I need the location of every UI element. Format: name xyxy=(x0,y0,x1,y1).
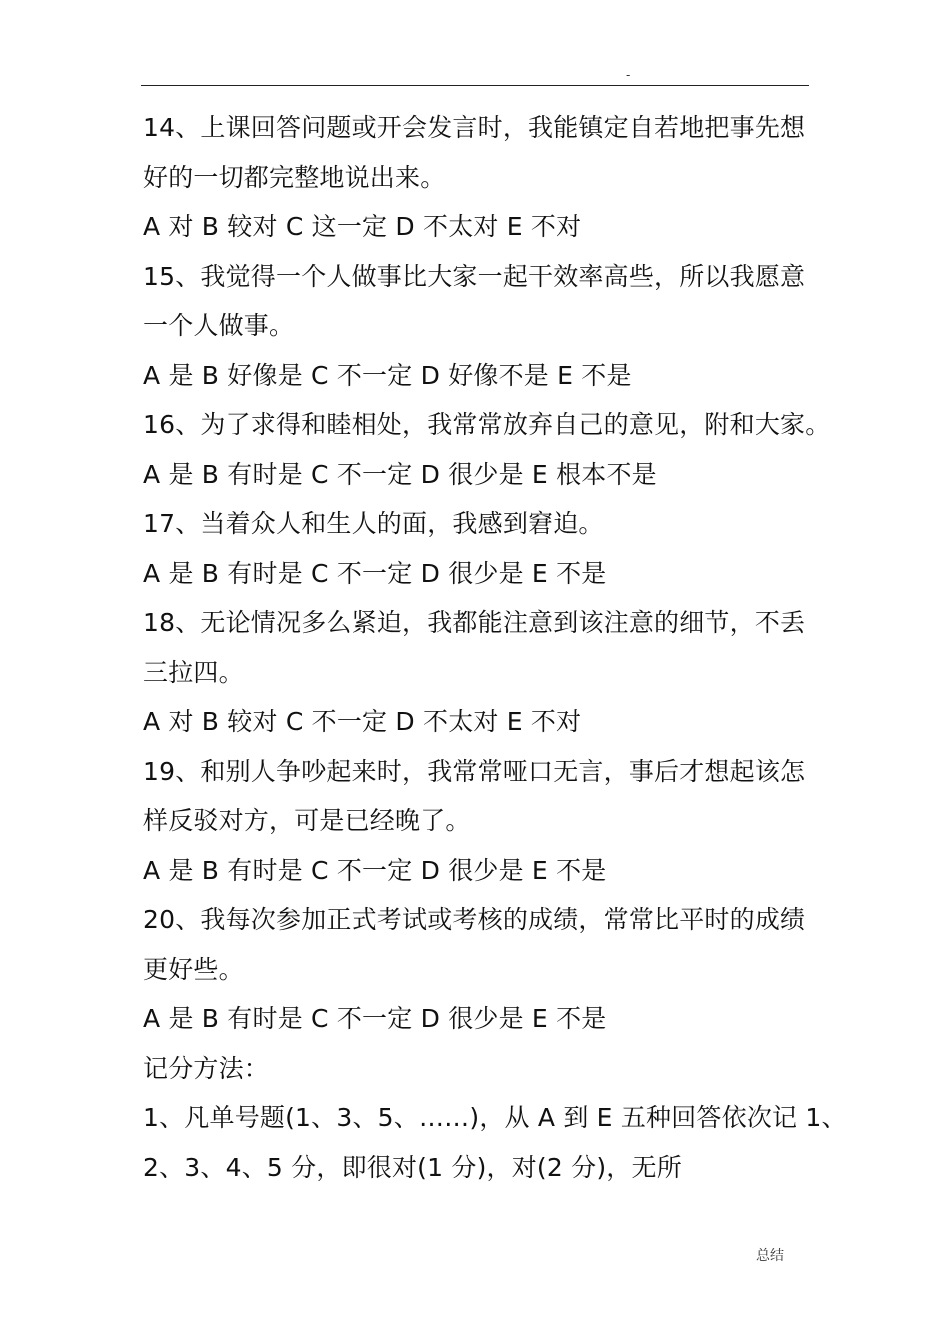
text-line: 14、上课回答问题或开会发言时，我能镇定自若地把事先想 xyxy=(143,113,806,142)
text-line: 好的一切都完整地说出来。 xyxy=(143,162,446,192)
text-line: 2、3、4、5 分，即很对(1 分)，对(2 分)，无所 xyxy=(143,1152,682,1182)
section-heading: 记分方法： xyxy=(143,1053,270,1083)
answer-options: A 是 B 好像是 C 不一定 D 好像不是 E 不是 xyxy=(143,360,632,390)
text-line: 样反驳对方，可是已经晚了。 xyxy=(143,806,471,835)
header-divider xyxy=(141,85,809,86)
text-line: 20、我每次参加正式考试或考核的成绩，常常比平时的成绩 xyxy=(143,905,806,934)
text-line: 18、无论情况多么紧迫，我都能注意到该注意的细节，不丢 xyxy=(143,608,806,637)
text-line: 一个人做事。 xyxy=(143,311,295,340)
text-line: 17、当着众人和生人的面，我感到窘迫。 xyxy=(143,509,604,538)
footer-label: 总结 xyxy=(756,1248,784,1264)
answer-options: A 是 B 有时是 C 不一定 D 很少是 E 不是 xyxy=(143,1004,607,1033)
text-line: 19、和别人争吵起来时，我常常哑口无言，事后才想起该怎 xyxy=(143,756,806,786)
answer-options: A 对 B 较对 C 不一定 D 不太对 E 不对 xyxy=(143,707,582,736)
answer-options: A 是 B 有时是 C 不一定 D 很少是 E 根本不是 xyxy=(143,459,657,489)
answer-options: A 对 B 较对 C 这一定 D 不太对 E 不对 xyxy=(143,212,582,241)
text-line: 三拉四。 xyxy=(143,657,244,687)
text-line: 更好些。 xyxy=(143,954,244,984)
text-line: 1、凡单号题(1、3、5、……)，从 A 到 E 五种回答依次记 1、 xyxy=(143,1103,847,1132)
answer-options: A 是 B 有时是 C 不一定 D 很少是 E 不是 xyxy=(143,855,607,885)
answer-options: A 是 B 有时是 C 不一定 D 很少是 E 不是 xyxy=(143,558,607,588)
text-line: 16、为了求得和睦相处，我常常放弃自己的意见，附和大家。 xyxy=(143,410,831,439)
text-line: 15、我觉得一个人做事比大家一起干效率高些，所以我愿意 xyxy=(143,261,806,291)
document-body xyxy=(143,103,847,1192)
header-mark: - xyxy=(626,68,631,82)
